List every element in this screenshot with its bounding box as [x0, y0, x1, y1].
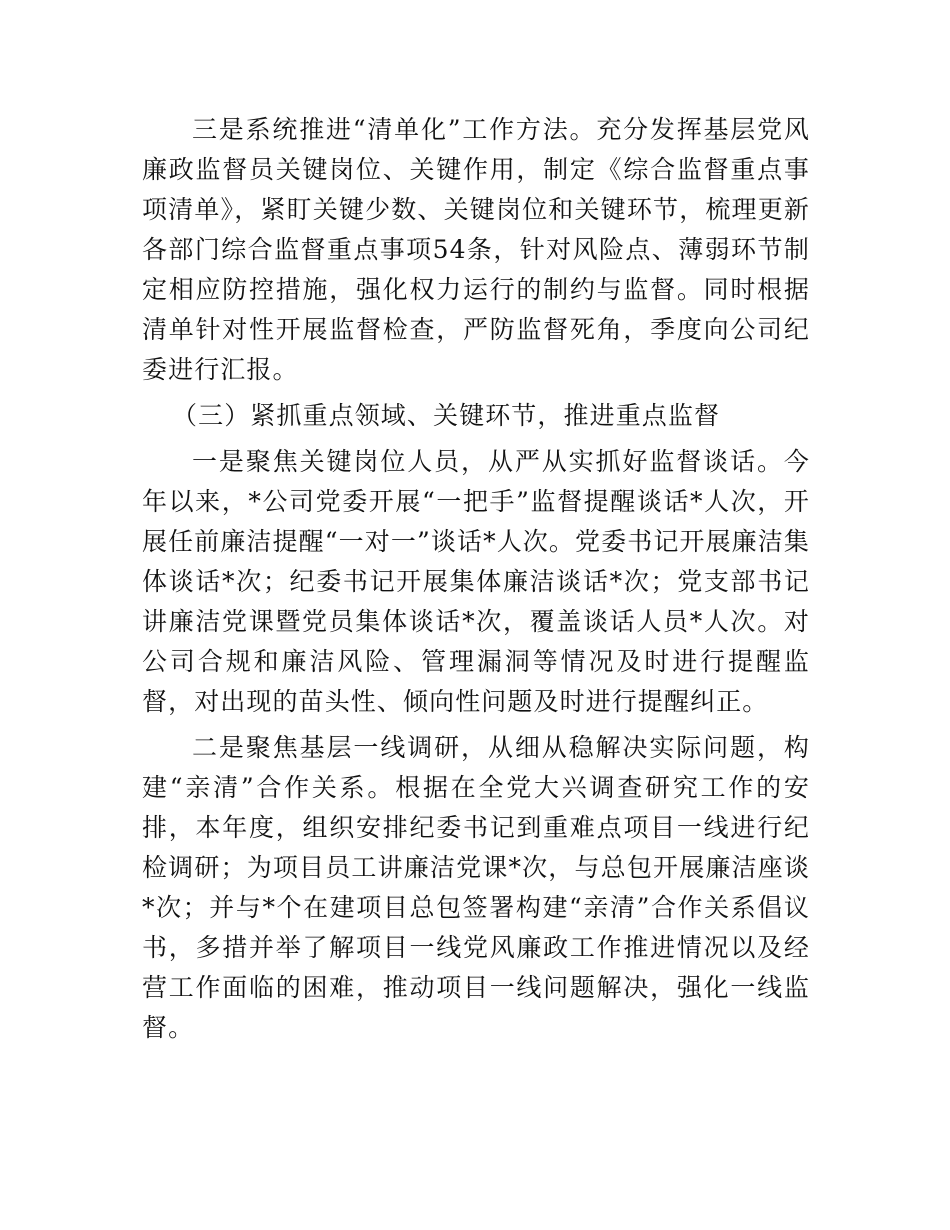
- paragraph-checklist-method: 三是系统推进“清单化”工作方法。充分发挥基层党风廉政监督员关键岗位、关键作用，制定《综合监督重点事项清单》，紧盯关键少数、关键岗位和关键环节，梳理更新各部门综合监督重点事项54条，针对风险点、薄弱环节制定相应防控措施，强化权力运行的制约与监督。同时根据清单针对性开展监督检查，严防监督死角，季度向公司纪委进行汇报。: [142, 115, 810, 384]
- section-heading-key-supervision: （三）紧抓重点领域、关键环节，推进重点监督: [172, 401, 721, 430]
- paragraph-frontline-research: 二是聚焦基层一线调研，从细从稳解决实际问题，构建“亲清”合作关系。根据在全党大兴调查研究工作的安排，本年度，组织安排纪委书记到重难点项目一线进行纪检调研；为项目员工讲廉洁党课*次，与总包开展廉洁座谈*次；并与*个在建项目总包签署构建“亲清”合作关系倡议书，多措并举了解项目一线党风廉政工作推进情况以及经营工作面临的困难，推动项目一线问题解决，强化一线监督。: [142, 733, 810, 1042]
- paragraph-supervision-talks: 一是聚焦关键岗位人员，从严从实抓好监督谈话。今年以来，*公司党委开展“一把手”监督提醒谈话*人次，开展任前廉洁提醒“一对一”谈话*人次。党委书记开展廉洁集体谈话*次；纪委书记开展集体廉洁谈话*次；党支部书记讲廉洁党课暨党员集体谈话*次，覆盖谈话人员*人次。对公司合规和廉洁风险、管理漏洞等情况及时进行提醒监督，对出现的苗头性、倾向性问题及时进行提醒纠正。: [142, 447, 810, 716]
- document-body: [142, 110, 810, 1048]
